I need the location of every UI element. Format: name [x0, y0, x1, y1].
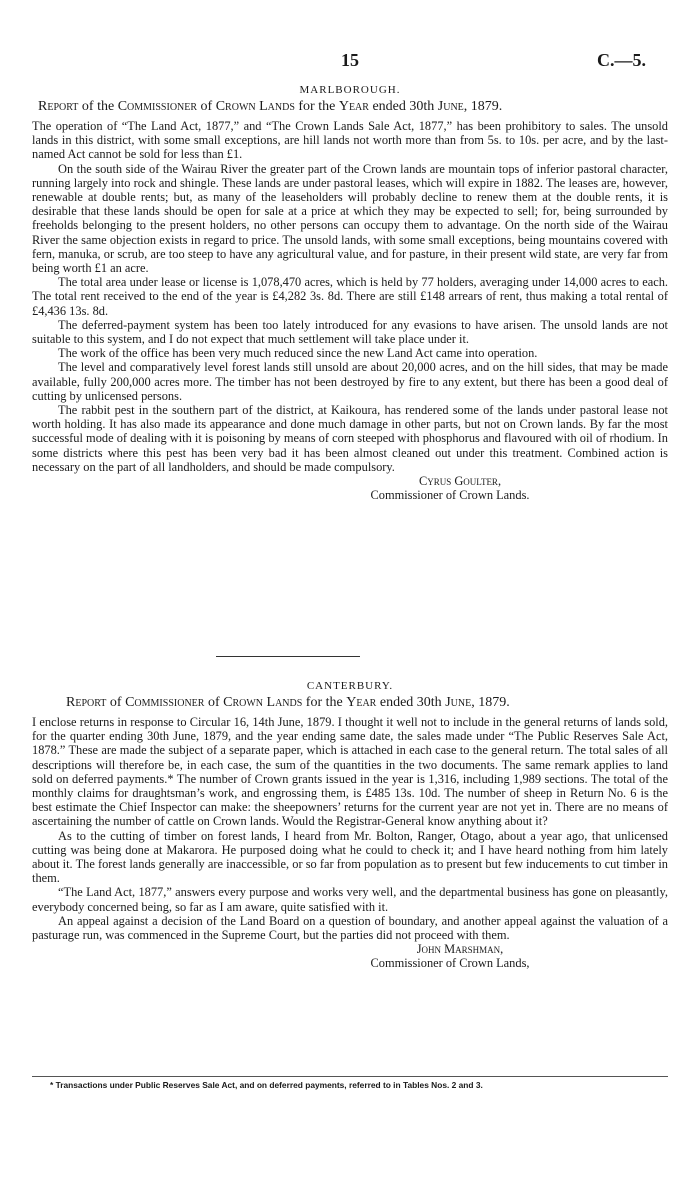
- signature-name: John Marshman,: [416, 942, 504, 957]
- paragraph: I enclose returns in response to Circular 16, 14th June, 1879. I thought it well not to include in the general returns of lands sold, for the quarter ending 30th June, 1879, and the year ending same date, the sales made under “The Public Reserves Sale Act, 1878.” These are made the subject of a separate paper, which is attached in each case to the general return. The total sales of all descriptions will therefore be, in each case, the sum of the quantities in the two documents. The same remark applies to land sold on deferred payments.* The number of Crown grants issued in the year is 1,316, including 1,989 sections. The total of the monthly claims for draughtsman’s work, and engrossing them, is £485 13s. 10d. The number of sheep in Return No. 6 is the best estimate the Chief Inspector can make: the sheepowners’ returns for the current year are not yet in. There are no means of ascertaining the number of cattle on Crown lands. Would the Registrar-General know anything about it?: [32, 715, 668, 829]
- report-body-canterbury: [32, 715, 668, 942]
- canterbury-section: [32, 680, 668, 971]
- section-heading-marlborough: MARLBOROUGH.: [299, 84, 401, 96]
- paragraph: As to the cutting of timber on forest lands, I heard from Mr. Bolton, Ranger, Otago, about a year ago, that unlicensed cutting was being done at Makarora. He purposed doing what he could to check it; and I have heard nothing from him lately about it. The forest lands generally are inaccessible, or so far from population as to present but few inducements to cut timber in them.: [32, 828, 668, 886]
- section-heading-canterbury: CANTERBURY.: [306, 680, 394, 692]
- paragraph: The deferred-payment system has been too lately introduced for any evasions to have arisen. The unsold lands are not suitable to this system, and I do not expect that much settlement will take place under it.: [32, 317, 668, 347]
- document-code: C.—5.: [597, 50, 646, 70]
- footnote: * Transactions under Public Reserves Sale Act, and on deferred payments, referred to in Tables Nos. 2 and 3.: [50, 1080, 483, 1090]
- footnote-rule: [32, 1076, 668, 1077]
- report-title-canterbury: Report of Commissioner of Crown Lands for the Year ended 30th June, 1879.: [66, 695, 510, 710]
- paragraph: The level and comparatively level forest lands still unsold are about 20,000 acres, and on the hill sides, that may be made available, fully 200,000 acres more. The timber has not been destroyed by fire to any extent, but there has been a good deal of cutting by unlicensed persons.: [32, 360, 668, 403]
- marlborough-section: [32, 84, 668, 502]
- paragraph: The operation of “The Land Act, 1877,” and “The Crown Lands Sale Act, 1877,” has been prohibitory to sales. The unsold lands in this district, with some small exceptions, are hill lands not worth more than from 5s. to 10s. per acre, and by the last-named Act cannot be sold for less than £1.: [32, 119, 668, 162]
- paragraph: The rabbit pest in the southern part of the district, at Kaikoura, has rendered some of the lands under pastoral lease not worth holding. It has also made its appearance and done much damage in other parts, but not on Crown lands. By far the most successful mode of dealing with it is poisoning by means of corn steeped with phosphorus and flavoured with oil of rhodium. In some districts where this pest has been very bad it has been almost cleaned out under this treatment. Combined action is necessary on the part of all landholders, and should be made compulsory.: [32, 403, 668, 474]
- report-body-marlborough: [32, 119, 668, 474]
- paragraph: On the south side of the Wairau River the greater part of the Crown lands are mountain tops of inferior pastoral character, running largely into rock and shingle. These lands are under pastoral leases, which will expire in 1882. The leases are, however, renewable at double rents; but, as many of the leaseholders will probably decline to renew them at the double rents, it is desirable that these lands should be open for sale at a price at which they may be expected to sell; for, being surrounded by freeholds belonging to the present holders, no other persons can occupy them to advantage. On the north side of the Wairau River the same objection exists in regard to price. The unsold lands, with some small exceptions, being mountains covered with fern, manuka, or scrub, are too steep to have any agricultural value, and for pasture, in their present wild state, are very far from being worth £1 an acre.: [32, 161, 668, 276]
- report-title-marlborough: Report of the Commissioner of Crown Lands for the Year ended 30th June, 1879.: [38, 99, 503, 114]
- page-number: 15: [341, 50, 359, 70]
- signature-role: Commissioner of Crown Lands,: [370, 956, 530, 971]
- signature-block-marlborough: [32, 474, 668, 502]
- signature-block-canterbury: [32, 942, 668, 970]
- section-divider: [216, 656, 360, 657]
- signature-role: Commissioner of Crown Lands.: [370, 488, 530, 503]
- signature-name: Cyrus Goulter,: [418, 474, 502, 489]
- paragraph: The work of the office has been very much reduced since the new Land Act came into operation.: [58, 346, 538, 361]
- page-header: [0, 50, 700, 74]
- paragraph: An appeal against a decision of the Land Board on a question of boundary, and another appeal against the valuation of a pasturage run, was commenced in the Supreme Court, but the parties did not proceed with them.: [32, 913, 668, 943]
- paragraph: “The Land Act, 1877,” answers every purpose and works very well, and the departmental business has gone on pleasantly, everybody concerned being, so far as I am aware, quite satisfied with it.: [32, 885, 668, 914]
- paragraph: The total area under lease or license is 1,078,470 acres, which is held by 77 holders, averaging under 14,000 acres to each. The total rent received to the end of the year is £4,282 3s. 8d. There are still £148 arrears of rent, thus making a total rental of £4,436 13s. 8d.: [32, 275, 668, 318]
